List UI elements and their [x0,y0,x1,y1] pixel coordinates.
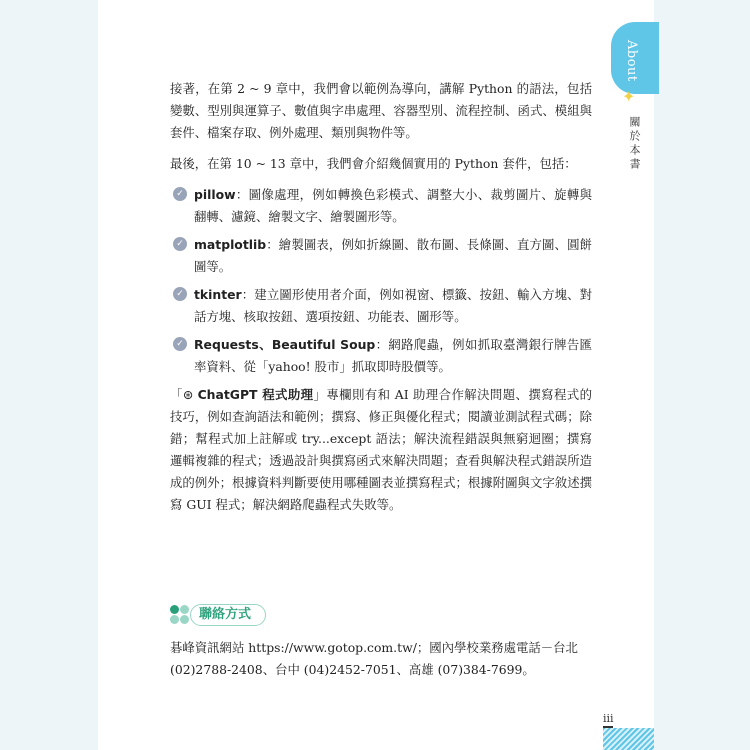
open-quote: 「 [170,387,183,402]
paragraph-chapters-10-13: 最後，在第 10 ~ 13 章中，我們會介紹幾個實用的 Python 套件，包括： [170,156,577,171]
package-name: matplotlib [194,237,267,252]
list-item [170,234,592,278]
about-tab-label: About [624,40,639,82]
chatgpt-column-description: 」專欄則有和 AI 助理合作解決問題、撰寫程式的技巧，例如查詢語法和範例；撰寫、修正與優化程式；閱讀並測試程式碼；除錯；幫程式加上註解或 try...except 語法；解決流程錯誤與無窮迴圈；撰寫邏輯複雜的程式；透過設計與撰寫函式來解決問題；查看與解決程式錯誤所造成的例外；根據資料判斷要使用哪種圖表並撰寫程式；根據附圖與文字敘述撰寫 GUI 程式；解決網路爬蟲程式失敗等。 [170,387,593,512]
package-description: ：圖像處理，例如轉換色彩模式、調整大小、裁剪圖片、旋轉與翻轉、濾鏡、繪製文字、繪製圖形等。 [194,187,592,224]
paragraph-chapters-2-9: 接著，在第 2 ~ 9 章中，我們會以範例為導向，講解 Python 的語法，包括變數、型別與運算子、數值與字串處理、容器型別、流程控制、函式、模組與套件、檔案存取、例外處理、類別與物件等。 [170,81,592,140]
sparkle-icon: ✦ [622,87,636,106]
check-circle-icon: ✓ [173,187,187,201]
list-item [170,334,592,378]
list-item [170,184,592,228]
corner-stripes [603,728,654,750]
package-name: Requests、Beautiful Soup [194,337,376,352]
list-item [170,284,592,328]
chatgpt-column-title: ChatGPT 程式助理 [197,387,314,402]
package-description: ：網路爬蟲，例如抓取臺灣銀行牌告匯率資料、從「yahoo! 股市」抓取即時股價等。 [194,337,593,374]
package-name: tkinter [194,287,242,302]
package-name: pillow [194,187,236,202]
main-content [170,78,592,525]
check-circle-icon: ✓ [173,287,187,301]
chatgpt-logo-icon: ⊛ [182,387,194,402]
package-description: ：繪製圖表，例如折線圖、散布圖、長條圖、直方圖、圓餅圖等。 [194,237,592,274]
section-side-title: 關於本書 [628,116,641,172]
paragraph-chatgpt-assistant [170,384,592,516]
package-list [170,184,592,378]
contact-info: 碁峰資訊網站 https://www.gotop.com.tw/；國內學校業務處電話－台北 (02)2788-2408、台中 (04)2452-7051、高雄 (07)384-7699。 [170,640,578,677]
check-circle-icon: ✓ [173,337,187,351]
dots-icon [170,605,192,627]
contact-heading-label: 聯絡方式 [190,604,266,626]
check-circle-icon: ✓ [173,237,187,251]
package-description: ：建立圖形使用者介面，例如視窗、標籤、按鈕、輸入方塊、對話方塊、核取按鈕、選項按鈕、功能表、圖形等。 [194,287,592,324]
page-number: iii [603,712,614,725]
